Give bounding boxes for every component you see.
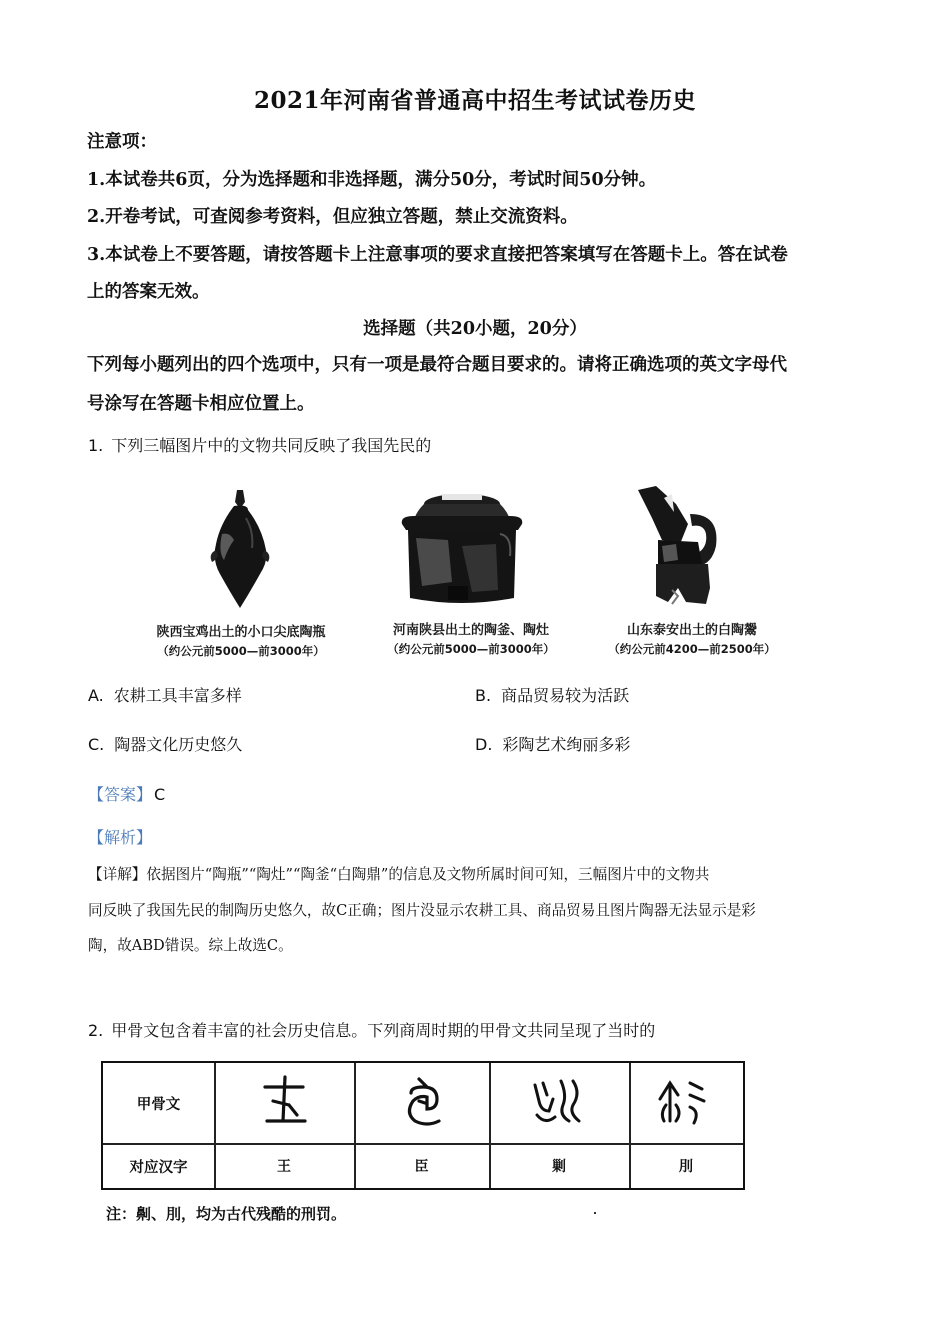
question-2-stem <box>88 1018 655 1044</box>
option-d: D. 彩陶艺术绚丽多彩 <box>475 735 631 754</box>
notice-heading: 注意项： <box>87 132 157 152</box>
hanzi-wang: 王 <box>277 1159 291 1175</box>
oracle-glyph-chen <box>354 1063 489 1143</box>
oracle-glyph-yi <box>489 1063 629 1143</box>
figure-3-caption: 山东泰安出土的白陶鬶 （约公元前4200—前2500年） <box>608 623 776 656</box>
hanzi-row <box>103 1144 743 1188</box>
notice-3: 3.本试卷上不要答题，请按答题卡上注意事项的要求直接把答案填写在答题卡上。答在试卷 <box>87 245 788 265</box>
notice-2: 2.开卷考试，可查阅参考资料，但应独立答题，禁止交流资料。 <box>87 207 578 227</box>
notice-3-cont: 上的答案无效。 <box>87 282 210 302</box>
oracle-bone-table <box>101 1061 745 1190</box>
question-text: 下列三幅图片中的文物共同反映了我国先民的 <box>111 436 432 455</box>
white-pottery-gui-image <box>628 484 738 614</box>
question-text: 甲骨文包含着丰富的社会历史信息。下列商周时期的甲骨文共同呈现了当时的 <box>111 1021 656 1040</box>
figure-2-caption: 河南陕县出土的陶釜、陶灶 （约公元前5000—前3000年） <box>387 623 555 656</box>
hanzi-chen: 臣 <box>414 1159 429 1175</box>
detail-explanation: 【详解】依据图片“陶瓶”“陶灶”“陶釜“白陶鼎”的信息及文物所属时间可知，三幅图片中的文物共 同反映了我国先民的制陶历史悠久，故C正确；图片没显示农耕工具、商品贸易且图片陶器无法显示是彩 陶，故ABD错误。综上故选C。 <box>88 866 756 954</box>
pointed-bottle-image <box>190 488 290 613</box>
pottery-stove-image <box>392 486 532 616</box>
section-instructions-1: 下列每小题列出的四个选项中，只有一项是最符合题目要求的。请将正确选项的英文字母代 <box>87 355 787 375</box>
oracle-row <box>103 1063 743 1143</box>
exam-title: 2021年河南省普通高中招生考试试卷历史 <box>253 87 696 114</box>
analysis-label: 【解析】 <box>88 828 153 847</box>
hanzi-row-label: 对应汉字 <box>129 1159 188 1176</box>
oracle-row-label: 甲骨文 <box>136 1096 181 1113</box>
hanzi-yue: 刖 <box>679 1159 693 1175</box>
question-number: 1. <box>88 436 104 455</box>
section-instructions-2: 号涂写在答题卡相应位置上。 <box>87 394 315 414</box>
oracle-glyph-wang <box>214 1063 354 1143</box>
hanzi-yi: 剿 <box>552 1159 566 1175</box>
notice-1: 1.本试卷共6页，分为选择题和非选择题，满分50分，考试时间50分钟。 <box>87 170 657 190</box>
oracle-glyph-yue <box>629 1063 743 1143</box>
section-title: 选择题（共20小题，20分） <box>363 319 587 339</box>
option-b: B. 商品贸易较为活跃 <box>475 686 630 705</box>
scan-speck <box>594 1212 596 1214</box>
question-number: 2. <box>88 1021 104 1040</box>
table-note: 注：劓、刖，均为古代残酷的刑罚。 <box>106 1205 347 1223</box>
option-c: C. 陶器文化历史悠久 <box>88 735 243 754</box>
answer: 【答案】 C <box>88 785 166 804</box>
figure-1-caption: 陕西宝鸡出土的小口尖底陶瓶 （约公元前5000—前3000年） <box>156 625 326 658</box>
question-1-stem <box>88 433 431 459</box>
option-a: A. 农耕工具丰富多样 <box>88 686 242 705</box>
